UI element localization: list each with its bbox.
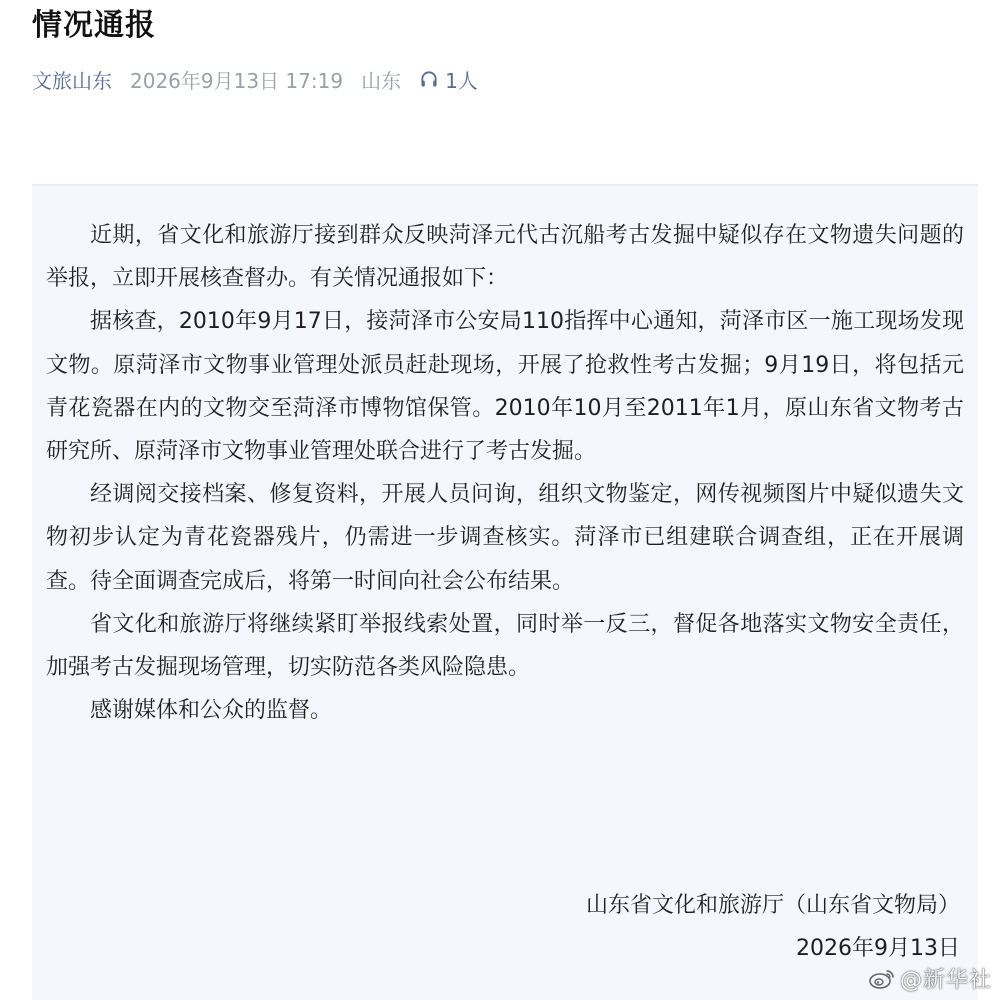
publish-time: 2026年9月13日 17:19: [130, 68, 344, 93]
content-divider: [32, 184, 978, 186]
source-watermark: [868, 963, 992, 994]
listener-count: 1人: [445, 68, 478, 93]
weibo-icon: [868, 968, 896, 990]
article-meta: [32, 62, 478, 96]
paragraph: 省文化和旅游厅将继续紧盯举报线索处置，同时举一反三，督促各地落实文物安全责任，加强考古发掘现场管理，切实防范各类风险隐患。: [46, 611, 964, 681]
paragraph: 经调阅交接档案、修复资料，开展人员问询，组织文物鉴定，网传视频图片中疑似遗失文物初步认定为青花瓷器残片，仍需进一步调查核实。菏泽市已组建联合调查组，正在开展调查。待全面调查完成后，将第一时间向社会公布结果。: [46, 482, 964, 594]
account-name-link[interactable]: 文旅山东: [32, 68, 112, 93]
signature-organization: 山东省文化和旅游厅（山东省文物局）: [585, 893, 960, 918]
watermark-text: @新华社: [899, 968, 992, 993]
paragraph: 据核查，2010年9月17日，接菏泽市公安局110指挥中心通知，菏泽市区一施工现场发现文物。原菏泽市文物事业管理处派员赶赴现场，开展了抢救性考古发掘；9月19日，将包括元青花瓷器在内的文物交至菏泽市博物馆保管。2010年10月至2011年1月，原山东省文物考古研究所、原菏泽市文物事业管理处联合进行了考古发掘。: [46, 309, 964, 465]
listen-button[interactable]: [419, 65, 478, 94]
publish-region: 山东: [361, 68, 402, 93]
article-title: 情况通报: [32, 8, 156, 43]
headphones-icon: [419, 69, 439, 89]
notice-body: [46, 214, 964, 732]
signature-date: 2026年9月13日: [796, 936, 960, 961]
signature-block: [586, 884, 960, 970]
paragraph: 近期，省文化和旅游厅接到群众反映菏泽元代古沉船考古发掘中疑似存在文物遗失问题的举报，立即开展核查督办。有关情况通报如下：: [46, 223, 964, 292]
paragraph: 感谢媒体和公众的监督。: [90, 698, 333, 724]
notice-content-box: [32, 184, 978, 1000]
